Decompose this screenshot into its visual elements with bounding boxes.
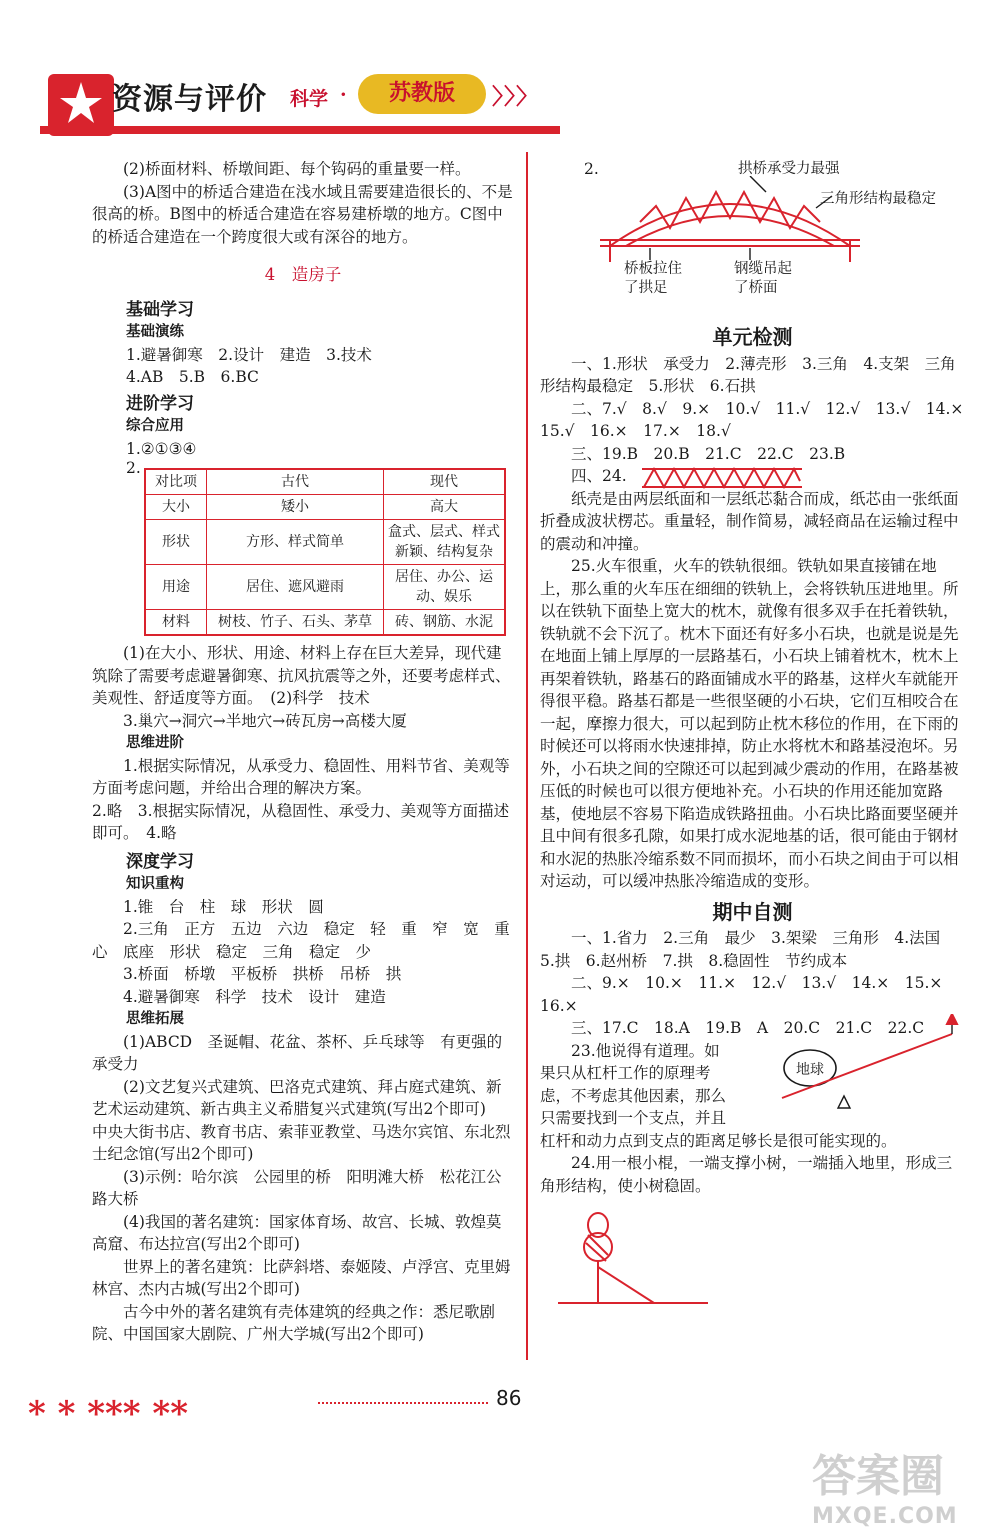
star-decoration-icon: * * *** ** — [28, 1394, 188, 1434]
book-title: 资源与评价 — [112, 82, 267, 117]
answer-line: 2.略 3.根据实际情况，从稳固性、承受力、美观等方面描述即可。 4.略 — [92, 801, 510, 842]
lever-earth-icon — [762, 1014, 962, 1124]
answer-line: 三、17.C 18.A 19.B A 20.C 21.C 22.C — [571, 1019, 925, 1037]
subsection-heading: 知识重构 — [126, 876, 184, 892]
answer-line: 世界上的著名建筑：比萨斜塔、泰姬陵、卢浮宫、克里姆林宫、杰内古城(写出2个即可) — [92, 1257, 511, 1298]
section-heading: 基础学习 — [126, 299, 194, 320]
right-column — [540, 158, 979, 1317]
table-cell: 对比项 — [145, 469, 207, 495]
table-cell: 古代 — [207, 469, 384, 495]
table-cell: 材料 — [145, 610, 207, 636]
separator-dot: · — [340, 84, 347, 106]
table-cell: 矮小 — [207, 495, 384, 520]
answer-line: 24.用一根小棍，一端支撑小树，一端插入地里，形成三角形结构，使小树稳固。 — [540, 1154, 953, 1195]
answer-line: 3.桥面 桥墩 平板桥 拱桥 吊桥 拱 — [123, 965, 402, 983]
answer-line: 一、1.省力 2.三角 最少 3.架梁 三角形 4.法国 5.拱 6.赵州桥 7.拱 8.稳固性 节约成本 — [540, 929, 956, 970]
answer-line: 23.他说得有道理。如 — [571, 1041, 720, 1060]
table-header-row — [145, 469, 505, 495]
earth-label: 地球 — [796, 1061, 824, 1078]
section-title: 单元检测 — [712, 325, 793, 349]
comparison-table — [144, 468, 506, 636]
answer-line: 一、1.形状 承受力 2.薄壳形 3.三角 4.支架 三角形结构最稳定 5.形状 6.石拱 — [540, 354, 956, 395]
subject-label: 科学 — [290, 88, 329, 110]
bridge-diagram — [540, 158, 965, 320]
bridge-label: 三角形结构最稳定 — [820, 191, 936, 207]
answer-paragraph: 25.火车很重，火车的铁轨很细。铁轨如果直接铺在地上，那么重的火车压在细细的铁轨上，会将铁轨压进地里。所以在铁轨下面垫上宽大的枕木，就像有很多双手在托着铁轨，铁轨就不会下沉了。枕木下面还有好多小石块，也就是说是先在地面上铺上厚厚的一层路基石，小石块上铺着枕木，枕木上再架着铁轨，路基石的路面铺成水平的路基，这样火车就能开得很平稳。路基石都是一些很坚硬的小石块，它们互相咬合在一起，摩擦力很大，可以起到防止枕木移位的作用，在下雨的时候还可以将雨水快速排掉，防止水将枕木和路基浸泡坏。另外，小石块之间的空隙还可以起到减少震动的作用，在路基被压低的时候也可以很方便地补充。小石块的作用还能加宽路基，使地层不容易下陷造成铁路扭曲。小石块比路面要坚硬并且中间有很多孔隙，如果打成水泥地基的话，很可能由于钢材和水泥的热胀冷缩系数不同而损坏，而小石块之间由于可以相对运动，可以缓冲热胀冷缩造成的变形。 — [540, 557, 959, 890]
arch-bridge-icon — [600, 176, 860, 262]
answer-line: (1)ABCD 圣诞帽、花盆、茶杯、乒乓球等 有更强的承受力 — [92, 1032, 503, 1073]
table-cell: 居住、遮风避雨 — [207, 565, 384, 610]
table-row — [145, 565, 505, 610]
answer-line: 只需要找到一个支点，并且 — [540, 1109, 727, 1127]
corrugated-paper-icon — [642, 467, 802, 489]
table-row — [145, 520, 505, 565]
answer-line: (1)在大小、形状、用途、材料上存在巨大差异，现代建筑除了需要考虑避暑御寒、抗风抗震等之外，还要考虑样式、美观性、舒适度等方面。 (2)科学 技术 — [92, 644, 511, 707]
answer-line: 4.AB 5.B 6.BC — [126, 368, 259, 386]
answer-line: 二、7.√ 8.√ 9.× 10.√ 11.√ 12.√ 13.√ 14.× 15.√ 16.× 17.× 18.√ — [540, 399, 979, 440]
left-column — [92, 158, 514, 1346]
table-cell: 现代 — [384, 469, 506, 495]
table-cell: 居住、办公、运动、娱乐 — [384, 565, 506, 610]
answer-line: 果只从杠杆工作的原理考 — [540, 1064, 711, 1082]
table-cell: 高大 — [384, 495, 506, 520]
answer-line: 杠杆和动力点到支点的距离足够长是很可能实现的。 — [540, 1131, 897, 1150]
bridge-label: 钢缆吊起 了桥面 — [734, 261, 792, 296]
footer-dotted-line — [318, 1402, 488, 1404]
bridge-label: 桥板拉住 了拱足 — [624, 261, 682, 296]
answer-line: (4)我国的著名建筑：国家体育场、故宫、长城、敦煌莫高窟、布达拉宫(写出2个即可) — [92, 1212, 502, 1253]
answer-line: 4.避暑御寒 科学 技术 设计 建造 — [123, 987, 386, 1006]
subsection-heading: 思维进阶 — [126, 735, 184, 751]
answer-line: 2. — [126, 459, 141, 477]
table-cell: 大小 — [145, 495, 207, 520]
subsection-heading: 思维拓展 — [126, 1011, 184, 1027]
table-cell: 用途 — [145, 565, 207, 610]
answer-line: 1.②①③④ — [126, 439, 197, 458]
answer-line: 古今中外的著名建筑有壳体建筑的经典之作：悉尼歌剧院、中国国家大剧院、广州大学城(写出2个即可) — [92, 1302, 496, 1343]
table-row — [145, 495, 505, 520]
answer-line: 四、24. — [540, 465, 965, 488]
subsection-heading: 基础演练 — [126, 324, 184, 340]
answer-line: 1.避暑御寒 2.设计 建造 3.技术 — [126, 345, 372, 364]
answer-line: (3)A图中的桥适合建造在浅水域且需要建造很长的、不是很高的桥。B图中的桥适合建造在容易建桥墩的地方。C图中的桥适合建造在一个跨度很大或有深谷的地方。 — [92, 182, 513, 246]
table-cell: 形状 — [145, 520, 207, 565]
answer-line: (2)桥面材料、桥墩间距、每个钩码的重量要一样。 — [123, 160, 471, 178]
table-cell: 盒式、层式、样式新颖、结构复杂 — [384, 520, 506, 565]
watermark-logo: 答案圈 MXQE.COM — [812, 1451, 958, 1529]
column-divider — [526, 152, 528, 1360]
lever-question — [540, 1040, 965, 1130]
bridge-label: 拱桥承受力最强 — [738, 161, 840, 177]
answer-line: 1.锥 台 柱 球 形状 圆 — [123, 897, 324, 916]
subsection-heading: 综合应用 — [126, 418, 184, 434]
table-cell: 砖、钢筋、水泥 — [384, 610, 506, 636]
answer-line: 二、9.× 10.× 11.× 12.√ 13.√ 14.× 15.× 16.× — [540, 974, 958, 1015]
answer-line: (3)示例：哈尔滨 公园里的桥 阳明滩大桥 松花江公路大桥 — [92, 1167, 502, 1208]
lesson-title: 4 造房子 — [264, 265, 342, 284]
section-heading: 进阶学习 — [126, 393, 194, 414]
page-header — [40, 62, 560, 148]
section-title: 期中自测 — [712, 899, 793, 924]
tree-support-icon — [558, 1207, 708, 1317]
chevron-right-icon: 〉〉〉 — [492, 84, 540, 110]
table-row — [145, 610, 505, 636]
question-number: 2. — [584, 160, 599, 178]
header-underline — [40, 126, 560, 134]
section-heading: 深度学习 — [126, 851, 194, 872]
table-cell: 方形、样式简单 — [207, 520, 384, 565]
answer-paragraph: 纸壳是由两层纸面和一层纸芯黏合而成，纸芯由一张纸面折叠成波状楞芯。重量轻，制作简易，减轻商品在运输过程中的震动和冲撞。 — [540, 489, 959, 553]
page-number: 86 — [496, 1386, 522, 1410]
answer-line: 三、19.B 20.B 21.C 22.C 23.B — [571, 444, 846, 463]
answer-line: 3.巢穴→洞穴→半地穴→砖瓦房→高楼大厦 — [123, 711, 407, 730]
edition-badge: 苏教版 — [358, 74, 486, 114]
answer-line: 1.根据实际情况，从承受力、稳固性、用料节省、美观等方面考虑问题，并给出合理的解决方案。 — [92, 756, 510, 797]
answer-line: (2)文艺复兴式建筑、巴洛克式建筑、拜占庭式建筑、新艺术运动建筑、新古典主义希腊复兴式建筑(写出2个即可) 中央大街书店、教育书店、索菲亚教堂、马迭尔宾馆、东北烈士纪念馆(写出2个即可) — [92, 1077, 511, 1163]
answer-line: 虑，不考虑其他因素，那么 — [540, 1086, 727, 1105]
answer-line: 2.三角 正方 五边 六边 稳定 轻 重 窄 宽 重心 底座 形状 稳定 三角 稳定 少 — [92, 920, 510, 961]
table-cell: 树枝、竹子、石头、茅草 — [207, 610, 384, 636]
